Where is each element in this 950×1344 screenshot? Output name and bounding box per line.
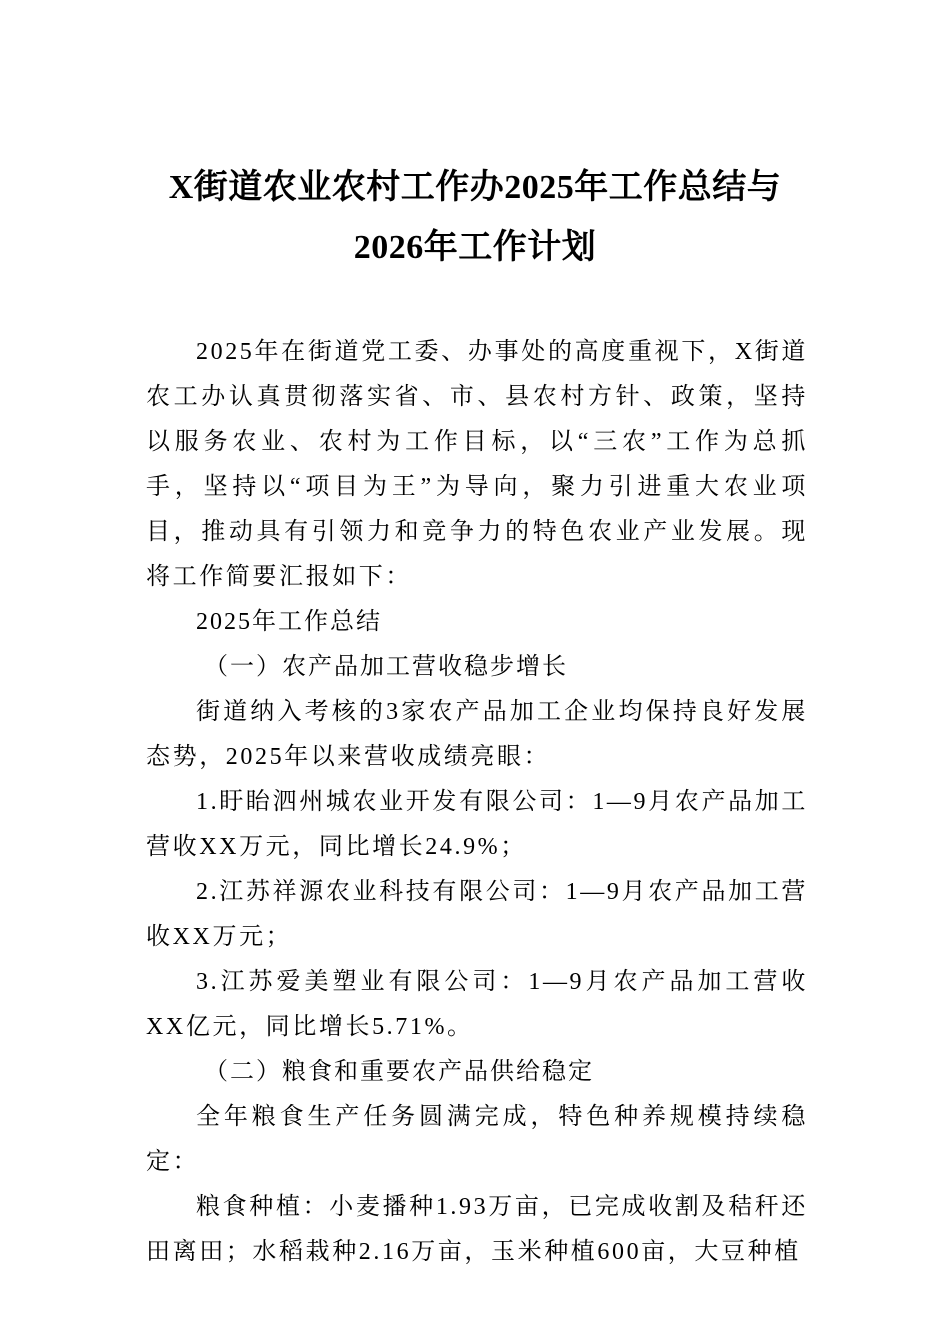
- intro-paragraph: 2025年在街道党工委、办事处的高度重视下，X街道农工办认真贯彻落实省、市、县农村方针、政策，坚持以服务农业、农村为工作目标，以“三农”工作为总抓手，坚持以“项目为王”为导向，聚力引进重大农业项目，推动具有引领力和竞争力的特色农业产业发展。现将工作简要汇报如下：: [146, 339, 808, 590]
- subsection-1-heading: （一）农产品加工营收稳步增长: [204, 654, 568, 680]
- list-item: 2.江苏祥源农业科技有限公司：1—9月农产品加工营收XX万元；: [146, 879, 808, 950]
- subsection-1-intro: 街道纳入考核的3家农产品加工企业均保持良好发展态势，2025年以来营收成绩亮眼：: [146, 699, 808, 770]
- document-title: [120, 158, 830, 278]
- grain-planting-paragraph: 粮食种植：小麦播种1.93万亩，已完成收割及秸秆还田离田；水稻栽种2.16万亩，玉米种植600亩，大豆种植: [146, 1194, 808, 1265]
- subsection-2-heading: （二）粮食和重要农产品供给稳定: [204, 1059, 594, 1085]
- title-line-2: 2026年工作计划: [353, 229, 597, 266]
- section-heading: 2025年工作总结: [196, 609, 382, 635]
- subsection-2-intro: 全年粮食生产任务圆满完成，特色种养规模持续稳定：: [146, 1104, 808, 1175]
- list-item: 3.江苏爱美塑业有限公司：1—9月农产品加工营收XX亿元，同比增长5.71%。: [146, 969, 808, 1040]
- list-item: 1.盱眙泗州城农业开发有限公司：1—9月农产品加工营收XX万元，同比增长24.9%；: [146, 789, 808, 860]
- document-body: [146, 330, 808, 1275]
- title-line-1: X街道农业农村工作办2025年工作总结与: [168, 169, 782, 206]
